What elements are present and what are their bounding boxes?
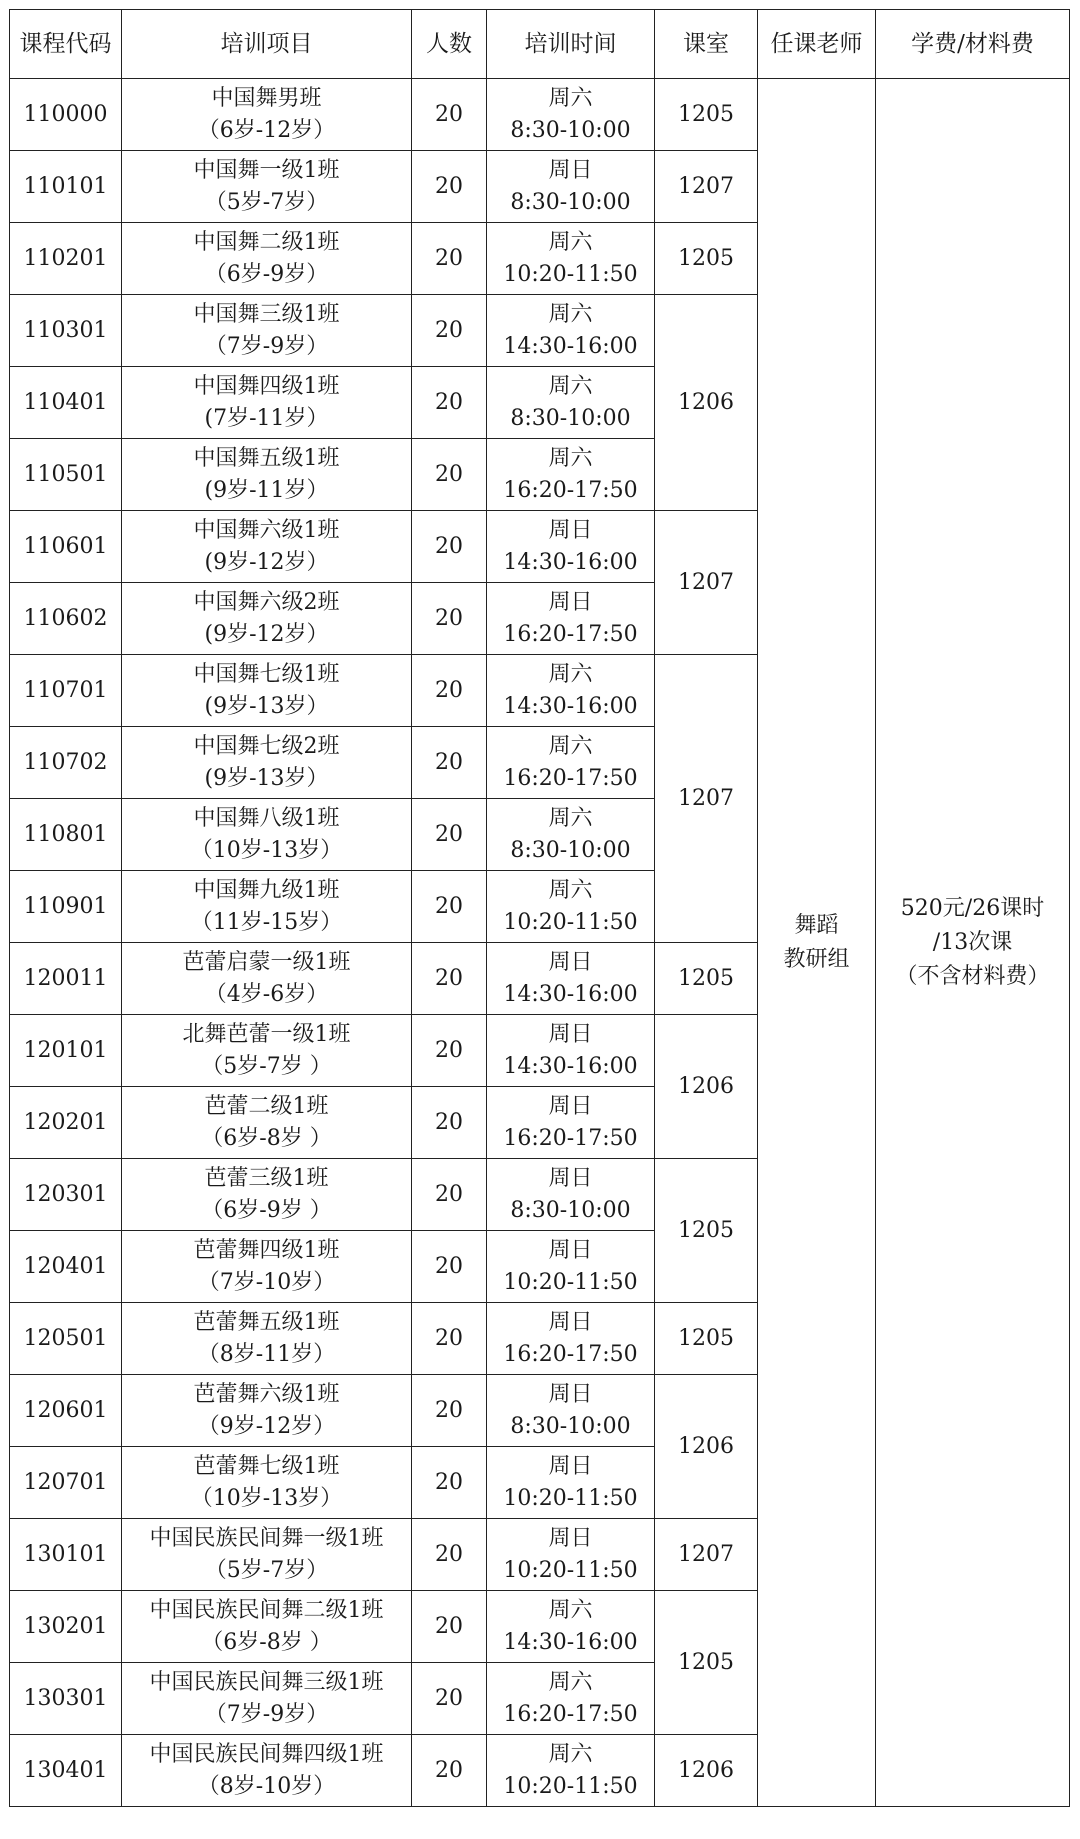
time-cell [487,727,655,799]
age-range: （11岁-15岁） [190,909,343,935]
age-range: （6岁-8岁 ） [201,1125,332,1151]
project-cell [122,511,412,583]
age-range: (9岁-13岁） [204,765,329,791]
age-range: (7岁-11岁） [204,405,329,431]
count-cell: 20 [412,583,487,655]
age-range: （7岁-10岁） [197,1269,336,1295]
weekday: 周日 [548,1237,593,1263]
project-cell [122,655,412,727]
weekday: 周日 [548,949,593,975]
course-code-cell: 110401 [10,367,122,439]
time-cell [487,655,655,727]
weekday: 周日 [548,157,593,183]
weekday: 周日 [548,1525,593,1551]
course-code-cell: 130301 [10,1663,122,1735]
count-cell: 20 [412,1519,487,1591]
count-cell: 20 [412,1735,487,1807]
table-row [10,79,1070,151]
time-range: 10:20-11:50 [503,1269,638,1295]
time-range: 10:20-11:50 [503,909,638,935]
time-range: 16:20-17:50 [503,765,638,791]
weekday: 周日 [548,1165,593,1191]
time-range: 14:30-16:00 [503,693,638,719]
time-cell [487,1087,655,1159]
age-range: （6岁-12岁） [197,117,336,143]
count-cell: 20 [412,223,487,295]
weekday: 周六 [548,733,593,759]
count-cell: 20 [412,655,487,727]
room-cell: 1206 [655,1015,758,1159]
age-range: (9岁-11岁） [204,477,329,503]
count-cell: 20 [412,439,487,511]
count-cell: 20 [412,1447,487,1519]
course-code-cell: 130201 [10,1591,122,1663]
teacher-cell [758,79,876,1807]
time-range: 16:20-17:50 [503,1701,638,1727]
time-range: 14:30-16:00 [503,981,638,1007]
age-range: （7岁-9岁） [204,1701,329,1727]
project-name: 芭蕾舞五级1班 [193,1309,340,1335]
count-cell: 20 [412,79,487,151]
course-code-cell: 120701 [10,1447,122,1519]
time-cell [487,1447,655,1519]
course-code-cell: 110702 [10,727,122,799]
count-cell: 20 [412,367,487,439]
time-cell [487,1231,655,1303]
project-name: 北舞芭蕾一级1班 [182,1021,351,1047]
age-range: （9岁-12岁） [197,1413,336,1439]
course-code-cell: 120601 [10,1375,122,1447]
count-cell: 20 [412,295,487,367]
time-range: 10:20-11:50 [503,1773,638,1799]
fee-line: /13次课 [932,929,1013,955]
course-schedule-sheet [9,9,1069,1830]
count-cell: 20 [412,1663,487,1735]
time-range: 8:30-10:00 [510,1413,631,1439]
table-header [10,10,1070,79]
time-range: 8:30-10:00 [510,837,631,863]
project-name: 中国舞九级1班 [193,877,340,903]
project-cell [122,1735,412,1807]
count-cell: 20 [412,1159,487,1231]
project-cell [122,943,412,1015]
course-code-cell: 120201 [10,1087,122,1159]
age-range: (9岁-12岁） [204,621,329,647]
time-cell [487,223,655,295]
weekday: 周六 [548,805,593,831]
count-cell: 20 [412,727,487,799]
weekday: 周六 [548,445,593,471]
room-cell: 1206 [655,295,758,511]
project-cell [122,1087,412,1159]
project-name: 中国舞七级1班 [193,661,340,687]
weekday: 周六 [548,1597,593,1623]
age-range: （5岁-7岁） [204,189,329,215]
course-code-cell: 130101 [10,1519,122,1591]
time-range: 14:30-16:00 [503,333,638,359]
project-name: 芭蕾舞六级1班 [193,1381,340,1407]
count-cell: 20 [412,943,487,1015]
time-cell [487,943,655,1015]
course-code-cell: 110602 [10,583,122,655]
room-cell: 1205 [655,1591,758,1735]
age-range: (9岁-12岁） [204,549,329,575]
count-cell: 20 [412,1303,487,1375]
project-cell [122,1447,412,1519]
age-range: （7岁-9岁） [204,333,329,359]
time-cell [487,1303,655,1375]
age-range: （8岁-10岁） [197,1773,336,1799]
project-cell [122,1015,412,1087]
project-name: 芭蕾舞七级1班 [193,1453,340,1479]
project-cell [122,583,412,655]
room-cell: 1205 [655,79,758,151]
weekday: 周六 [548,301,593,327]
course-code-cell: 110201 [10,223,122,295]
header-course-code: 课程代码 [10,10,122,79]
time-range: 14:30-16:00 [503,1629,638,1655]
weekday: 周六 [548,85,593,111]
time-range: 16:20-17:50 [503,621,638,647]
course-code-cell: 120401 [10,1231,122,1303]
room-cell: 1205 [655,223,758,295]
time-cell [487,439,655,511]
header-room: 课室 [655,10,758,79]
time-range: 10:20-11:50 [503,1557,638,1583]
age-range: (9岁-13岁） [204,693,329,719]
project-cell [122,1663,412,1735]
time-range: 8:30-10:00 [510,189,631,215]
time-range: 14:30-16:00 [503,1053,638,1079]
project-name: 芭蕾舞四级1班 [193,1237,340,1263]
count-cell: 20 [412,1087,487,1159]
project-name: 芭蕾三级1班 [204,1165,329,1191]
course-code-cell: 110101 [10,151,122,223]
time-range: 16:20-17:50 [503,1125,638,1151]
count-cell: 20 [412,1375,487,1447]
project-cell [122,1519,412,1591]
course-code-cell: 110000 [10,79,122,151]
time-cell [487,1735,655,1807]
project-cell [122,439,412,511]
project-name: 中国舞七级2班 [193,733,340,759]
count-cell: 20 [412,1591,487,1663]
project-name: 中国民族民间舞二级1班 [149,1597,384,1623]
project-cell [122,1375,412,1447]
teacher-line: 舞蹈 [794,912,839,938]
time-cell [487,799,655,871]
header-teacher: 任课老师 [758,10,876,79]
age-range: （6岁-9岁 ） [201,1197,332,1223]
time-cell [487,1663,655,1735]
course-code-cell: 110801 [10,799,122,871]
weekday: 周六 [548,1741,593,1767]
project-name: 中国舞八级1班 [193,805,340,831]
room-cell: 1207 [655,655,758,943]
project-name: 芭蕾启蒙一级1班 [182,949,351,975]
count-cell: 20 [412,1015,487,1087]
fee-cell [876,79,1070,1807]
project-name: 中国舞六级2班 [193,589,340,615]
time-cell [487,511,655,583]
time-cell [487,367,655,439]
course-code-cell: 110501 [10,439,122,511]
project-cell [122,871,412,943]
table-body [10,79,1070,1807]
course-code-cell: 110301 [10,295,122,367]
course-code-cell: 120501 [10,1303,122,1375]
teacher-line: 教研组 [783,946,850,972]
age-range: （5岁-7岁） [204,1557,329,1583]
course-code-cell: 110901 [10,871,122,943]
project-cell [122,223,412,295]
weekday: 周日 [548,1021,593,1047]
project-name: 芭蕾二级1班 [204,1093,329,1119]
project-cell [122,1591,412,1663]
header-project: 培训项目 [122,10,412,79]
weekday: 周日 [548,1453,593,1479]
time-range: 8:30-10:00 [510,405,631,431]
age-range: （10岁-13岁） [190,1485,343,1511]
weekday: 周六 [548,661,593,687]
project-cell [122,79,412,151]
age-range: （6岁-8岁 ） [201,1629,332,1655]
project-name: 中国舞二级1班 [193,229,340,255]
project-name: 中国舞六级1班 [193,517,340,543]
project-cell [122,727,412,799]
course-code-cell: 110701 [10,655,122,727]
room-cell: 1205 [655,1159,758,1303]
time-range: 10:20-11:50 [503,1485,638,1511]
project-name: 中国舞一级1班 [193,157,340,183]
header-count: 人数 [412,10,487,79]
project-name: 中国舞五级1班 [193,445,340,471]
project-name: 中国民族民间舞三级1班 [149,1669,384,1695]
header-fee: 学费/材料费 [876,10,1070,79]
project-cell [122,1231,412,1303]
age-range: （4岁-6岁） [204,981,329,1007]
weekday: 周日 [548,517,593,543]
project-cell [122,1159,412,1231]
time-cell [487,79,655,151]
time-cell [487,1519,655,1591]
project-name: 中国舞三级1班 [193,301,340,327]
room-cell: 1207 [655,511,758,655]
project-cell [122,367,412,439]
time-cell [487,871,655,943]
room-cell: 1207 [655,1519,758,1591]
time-cell [487,1015,655,1087]
count-cell: 20 [412,799,487,871]
time-cell [487,1591,655,1663]
time-range: 16:20-17:50 [503,1341,638,1367]
time-range: 8:30-10:00 [510,117,631,143]
room-cell: 1207 [655,151,758,223]
project-name: 中国舞四级1班 [193,373,340,399]
age-range: （5岁-7岁 ） [201,1053,332,1079]
project-cell [122,1303,412,1375]
time-cell [487,1159,655,1231]
header-time: 培训时间 [487,10,655,79]
time-range: 8:30-10:00 [510,1197,631,1223]
course-code-cell: 120101 [10,1015,122,1087]
project-name: 中国舞男班 [211,85,322,111]
room-cell: 1205 [655,1303,758,1375]
count-cell: 20 [412,871,487,943]
time-cell [487,295,655,367]
weekday: 周日 [548,1093,593,1119]
project-cell [122,295,412,367]
course-code-cell: 120011 [10,943,122,1015]
weekday: 周日 [548,1381,593,1407]
project-name: 中国民族民间舞四级1班 [149,1741,384,1767]
weekday: 周六 [548,877,593,903]
weekday: 周六 [548,229,593,255]
project-cell [122,151,412,223]
age-range: （10岁-13岁） [190,837,343,863]
count-cell: 20 [412,1231,487,1303]
time-cell [487,1375,655,1447]
time-range: 10:20-11:50 [503,261,638,287]
count-cell: 20 [412,151,487,223]
weekday: 周日 [548,1309,593,1335]
room-cell: 1206 [655,1375,758,1519]
project-cell [122,799,412,871]
time-range: 14:30-16:00 [503,549,638,575]
course-code-cell: 120301 [10,1159,122,1231]
room-cell: 1205 [655,943,758,1015]
header-row [10,10,1070,79]
fee-line: （不含材料费） [895,963,1050,989]
time-cell [487,583,655,655]
age-range: （6岁-9岁） [204,261,329,287]
weekday: 周六 [548,373,593,399]
course-code-cell: 110601 [10,511,122,583]
time-range: 16:20-17:50 [503,477,638,503]
time-cell [487,151,655,223]
weekday: 周日 [548,589,593,615]
fee-line: 520元/26课时 [900,895,1045,921]
room-cell: 1206 [655,1735,758,1807]
weekday: 周六 [548,1669,593,1695]
project-name: 中国民族民间舞一级1班 [149,1525,384,1551]
course-code-cell: 130401 [10,1735,122,1807]
count-cell: 20 [412,511,487,583]
age-range: （8岁-11岁） [197,1341,336,1367]
course-table [9,9,1070,1807]
